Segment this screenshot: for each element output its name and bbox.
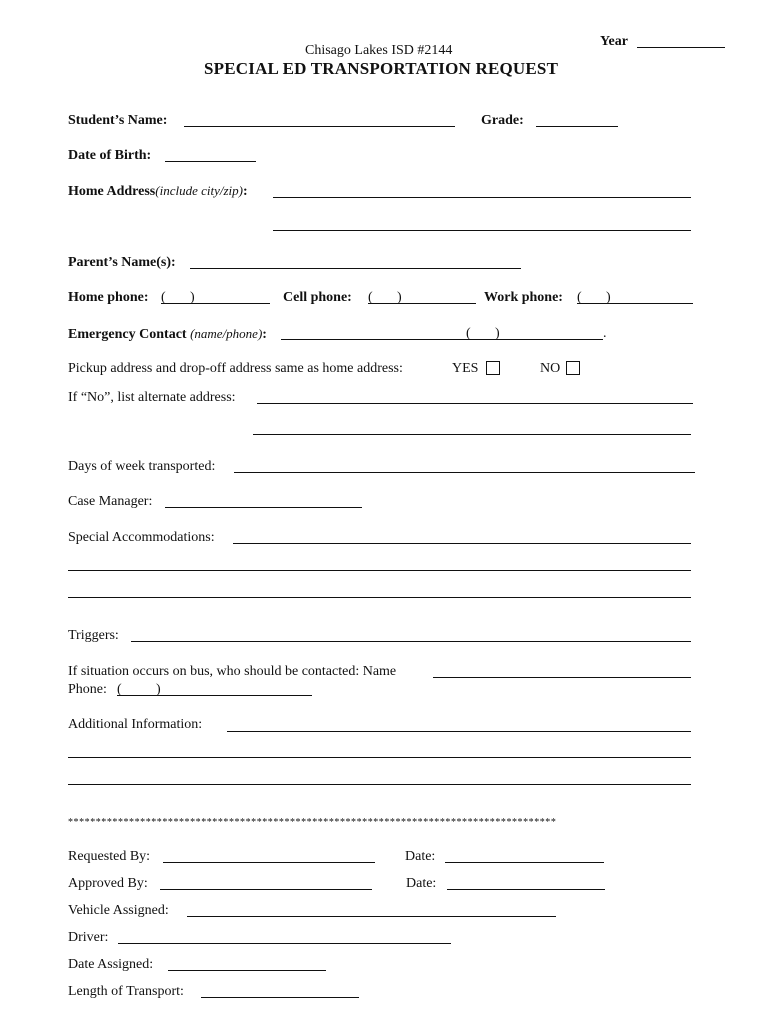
- days-transported-label: Days of week transported:: [68, 459, 216, 474]
- additional-info-field-line3[interactable]: [68, 784, 691, 785]
- home-phone-area-code-open: (: [161, 290, 166, 305]
- accommodations-field-line1[interactable]: [233, 543, 691, 544]
- additional-info-field-line1[interactable]: [227, 731, 691, 732]
- emergency-area-code-close: ): [495, 326, 500, 341]
- parents-name-field[interactable]: [190, 268, 521, 269]
- form-title: SPECIAL ED TRANSPORTATION REQUEST: [204, 59, 559, 78]
- triggers-label: Triggers:: [68, 628, 119, 643]
- pickup-same-question: Pickup address and drop-off address same as home address:: [68, 361, 403, 376]
- work-phone-area-code-close: ): [606, 290, 611, 305]
- alternate-address-field-line1[interactable]: [257, 403, 693, 404]
- driver-label: Driver:: [68, 930, 109, 945]
- accommodations-field-line3[interactable]: [68, 597, 691, 598]
- days-transported-field[interactable]: [234, 472, 695, 473]
- home-address-colon: :: [242, 184, 248, 199]
- bus-contact-label: If situation occurs on bus, who should be contacted: Name: [68, 664, 397, 679]
- home-address-field-line2[interactable]: [273, 230, 691, 231]
- approved-by-field[interactable]: [160, 889, 372, 890]
- emergency-period: .: [603, 326, 607, 341]
- bus-contact-area-code-open: (: [117, 682, 122, 697]
- approved-by-label: Approved By:: [68, 876, 148, 891]
- date-assigned-field[interactable]: [168, 970, 326, 971]
- work-phone-area-code-open: (: [577, 290, 582, 305]
- emergency-contact-hint: (name/phone): [190, 326, 263, 341]
- requested-date-field[interactable]: [445, 862, 604, 863]
- alternate-address-label: If “No”, list alternate address:: [68, 390, 236, 405]
- home-address-label: Home Address: [68, 184, 156, 199]
- no-label: NO: [540, 361, 561, 376]
- date-assigned-label: Date Assigned:: [68, 957, 154, 972]
- cell-phone-label: Cell phone:: [283, 290, 352, 305]
- dob-label: Date of Birth:: [68, 148, 152, 163]
- bus-contact-name-field[interactable]: [433, 677, 691, 678]
- triggers-field[interactable]: [131, 641, 691, 642]
- section-separator: ****************************************************************************************: [68, 817, 557, 828]
- yes-label: YES: [452, 361, 479, 376]
- length-of-transport-field[interactable]: [201, 997, 359, 998]
- accommodations-field-line2[interactable]: [68, 570, 691, 571]
- year-label: Year: [600, 34, 628, 49]
- length-of-transport-label: Length of Transport:: [68, 984, 184, 999]
- cell-phone-area-code-open: (: [368, 290, 373, 305]
- home-phone-field[interactable]: [161, 303, 270, 304]
- district-name: Chisago Lakes ISD #2144: [305, 43, 453, 58]
- case-manager-label: Case Manager:: [68, 494, 153, 509]
- work-phone-field[interactable]: [577, 303, 693, 304]
- dob-field[interactable]: [165, 161, 256, 162]
- no-checkbox[interactable]: [566, 361, 580, 375]
- home-address-field-line1[interactable]: [273, 197, 691, 198]
- additional-info-field-line2[interactable]: [68, 757, 691, 758]
- bus-contact-area-code-close: ): [156, 682, 161, 697]
- bus-contact-phone-label: Phone:: [68, 682, 107, 697]
- requested-date-label: Date:: [405, 849, 436, 864]
- home-address-label-group: [68, 183, 248, 200]
- grade-field[interactable]: [536, 126, 618, 127]
- emergency-area-code-open: (: [466, 326, 471, 341]
- bus-contact-phone-field[interactable]: [117, 695, 312, 696]
- home-address-hint: (include city/zip): [155, 183, 243, 198]
- parents-name-label: Parent’s Name(s):: [68, 255, 176, 270]
- home-phone-area-code-close: ): [190, 290, 195, 305]
- vehicle-assigned-label: Vehicle Assigned:: [68, 903, 169, 918]
- alternate-address-field-line2[interactable]: [253, 434, 691, 435]
- home-phone-label: Home phone:: [68, 290, 149, 305]
- year-field[interactable]: [637, 47, 725, 48]
- cell-phone-field[interactable]: [368, 303, 476, 304]
- emergency-contact-colon: :: [262, 327, 267, 342]
- case-manager-field[interactable]: [165, 507, 362, 508]
- accommodations-label: Special Accommodations:: [68, 530, 215, 545]
- cell-phone-area-code-close: ): [397, 290, 402, 305]
- requested-by-field[interactable]: [163, 862, 375, 863]
- emergency-contact-label: Emergency Contact: [68, 327, 187, 342]
- requested-by-label: Requested By:: [68, 849, 151, 864]
- approved-date-label: Date:: [406, 876, 437, 891]
- emergency-contact-label-group: [68, 326, 267, 343]
- yes-checkbox[interactable]: [486, 361, 500, 375]
- student-name-label: Student’s Name:: [68, 113, 168, 128]
- vehicle-assigned-field[interactable]: [187, 916, 556, 917]
- additional-info-label: Additional Information:: [68, 717, 203, 732]
- approved-date-field[interactable]: [447, 889, 605, 890]
- student-name-field[interactable]: [184, 126, 455, 127]
- driver-field[interactable]: [118, 943, 451, 944]
- work-phone-label: Work phone:: [484, 290, 563, 305]
- emergency-contact-field[interactable]: [281, 339, 603, 340]
- grade-label: Grade:: [481, 113, 524, 128]
